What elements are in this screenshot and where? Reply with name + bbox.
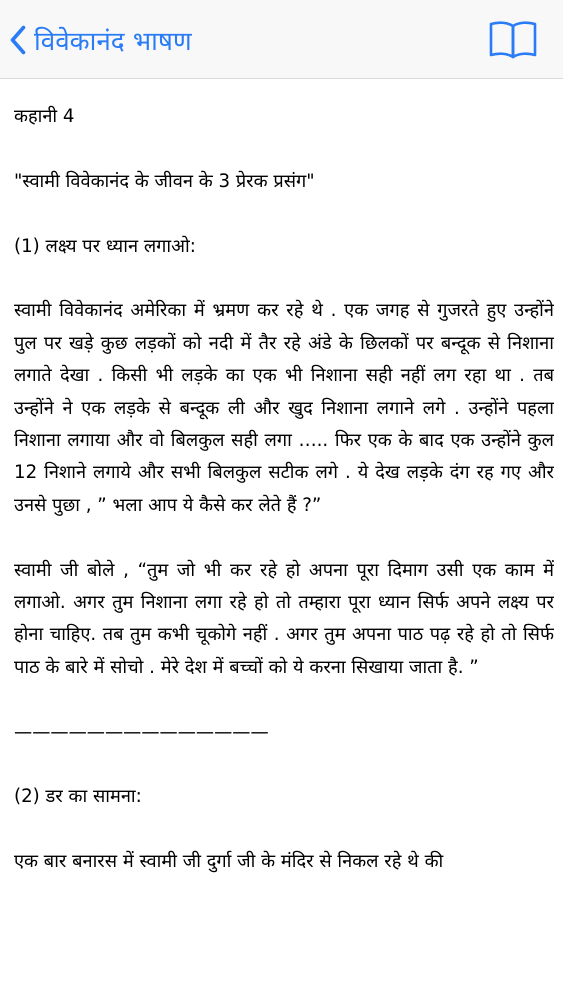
page-title: विवेकानंद भाषण xyxy=(34,27,192,57)
book-open-icon xyxy=(489,44,537,63)
story-paragraph: एक बार बनारस में स्वामी जी दुर्गा जी के मंदिर से निकल रहे थे की xyxy=(14,851,444,873)
bookmarks-button[interactable] xyxy=(489,19,537,59)
section-divider: —————————————— xyxy=(14,721,269,743)
chevron-left-icon xyxy=(10,25,26,55)
back-button[interactable] xyxy=(10,18,192,62)
story-label: कहानी 4 xyxy=(14,106,75,127)
section-heading: (2) डर का सामना: xyxy=(14,786,142,808)
story-title: "स्वामी विवेकानंद के जीवन के 3 प्रेरक प्रसंग" xyxy=(14,170,315,192)
section-heading: (1) लक्ष्य पर ध्यान लगाओ: xyxy=(14,235,196,257)
story-paragraph: स्वामी जी बोले , “तुम जो भी कर रहे हो अपना पूरा दिमाग उसी एक काम में लगाओ. अगर तुम निशाना लगा रहे हो तो तम्हारा पूरा ध्यान सिर्फ अपने लक्ष्य पर होना चाहिए. तब तुम कभी चूकोगे नहीं . अगर तुम अपना पाठ पढ़ रहे हो तो सिर्फ पाठ के बारे में सोचो . मेरे देश में बच्चों को ये करना सिखाया जाता है. ” xyxy=(14,559,554,678)
navigation-bar xyxy=(0,0,563,79)
story-content xyxy=(14,101,554,996)
story-paragraph: स्वामी विवेकानंद अमेरिका में भ्रमण कर रहे थे . एक जगह से गुजरते हुए उन्होंने पुल पर खड़े कुछ लड़कों को नदी में तैर रहे अंडे के छिलकों पर बन्दूक से निशाना लगाते देखा . किसी भी लड़के का एक भी निशाना सही नहीं लग रहा था . तब उन्होंने ने एक लड़के से बन्दूक ली और खुद निशाना लगाने लगे . उन्होंने पहला निशाना लगाया और वो बिलकुल सही लगा ….. फिर एक के बाद एक उन्होंने कुल 12 निशाने लगाये और सभी बिलकुल सटीक लगे . ये देख लड़के दंग रह गए और उनसे पुछा , ” भला आप ये कैसे कर लेते हैं ?” xyxy=(14,300,554,516)
